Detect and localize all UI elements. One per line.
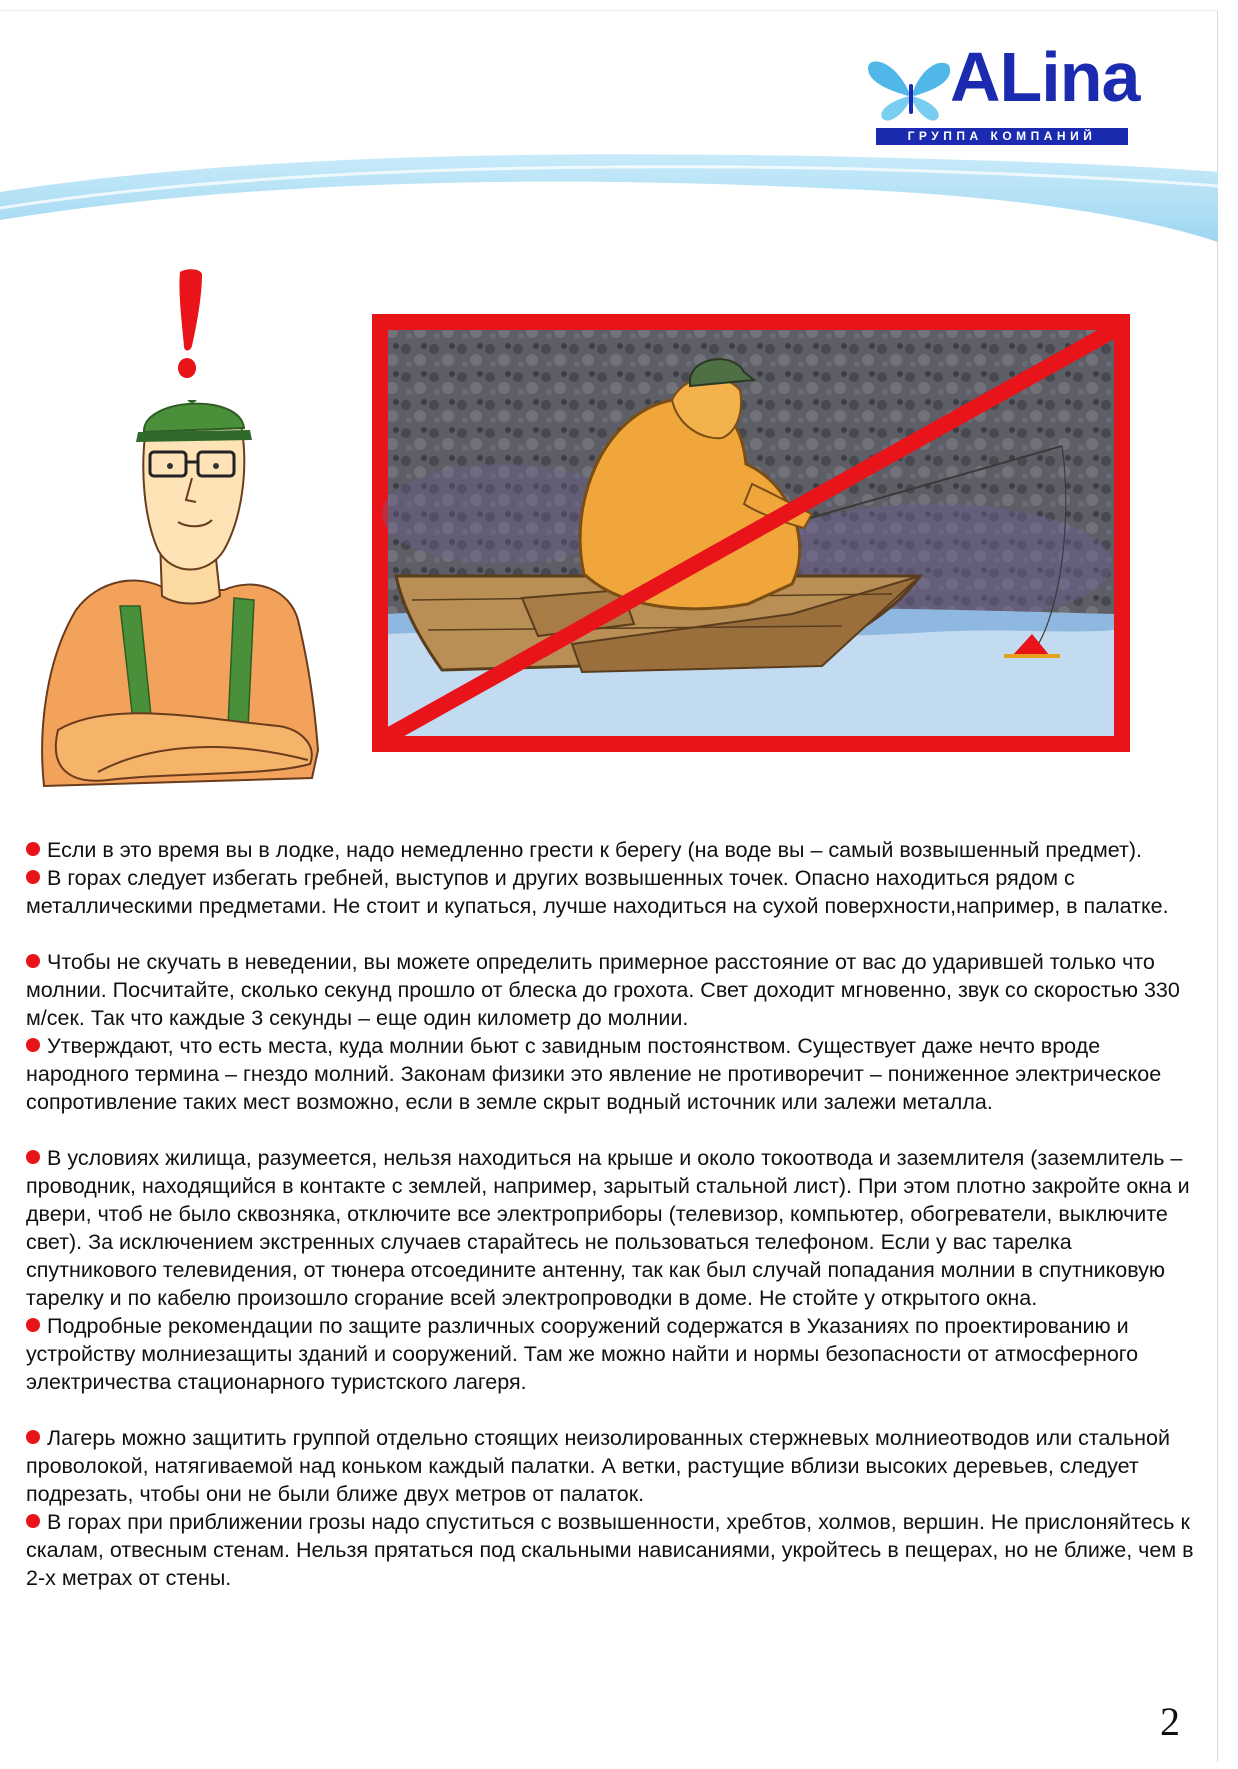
paragraph-gap — [26, 1396, 1206, 1424]
butterfly-icon — [864, 54, 956, 124]
safety-text — [26, 836, 1206, 1592]
paragraph: В горах при приближении грозы надо спуститься с возвышенности, хребтов, холмов, вершин. Не прислоняйтесь к скалам, отвесным стенам. Нельзя прятаться под скальными нависаниями, укройтесь в пещерах, но не ближе, чем в 2-х метрах от стены. — [26, 1510, 1194, 1590]
company-logo — [864, 38, 1140, 146]
paragraph: Если в это время вы в лодке, надо немедленно грести к берегу (на воде вы – самый возвышенный предмет). — [26, 836, 1206, 864]
red-dot-icon — [26, 1318, 40, 1332]
red-dot-icon — [26, 1430, 40, 1444]
page-number: 2 — [1160, 1699, 1180, 1744]
paragraph-gap — [26, 920, 1206, 948]
red-dot-icon — [26, 954, 40, 968]
prohibited-boat-scene — [372, 314, 1130, 752]
red-dot-icon — [26, 1150, 40, 1164]
logo-subtitle: ГРУППА КОМПАНИЙ — [907, 129, 1097, 143]
paragraph-gap — [26, 1116, 1206, 1144]
logo-wordmark: ALina — [950, 38, 1140, 116]
paragraph: В условиях жилища, разумеется, нельзя находиться на крыше и около токоотвода и заземлителя (заземлитель – проводник, находящийся в контакте с землей, например, зарытый стальной лист). При этом плотно закройте окна и двери, чтоб не было сквозняка, отключите все электроприборы (телевизор, компьютер, обогреватели, выключите свет). За исключением экстренных случаев старайтесь не пользоваться телефоном. Если у вас тарелка спутникового телевидения, от тюнера отсоедините антенну, так как был случай попадания молнии в спутниковую тарелку и по кабелю произошло сгорание всей электропроводки в доме. Не стойте у открытого окна. — [26, 1146, 1190, 1310]
red-dot-icon — [26, 870, 40, 884]
paragraph: Чтобы не скучать в неведении, вы можете определить примерное расстояние от вас до ударившей только что молнии. Посчитайте, сколько секунд прошло от блеска до грохота. Свет доходит мгновенно, звук со скоростью 330 м/сек. Так что каждые 3 секунды – еще один километр до молнии. — [26, 950, 1180, 1030]
header-wave — [0, 150, 1218, 260]
red-dot-icon — [26, 1514, 40, 1528]
man-with-glasses-illustration — [28, 400, 338, 790]
red-dot-icon — [26, 842, 40, 856]
paragraph: Лагерь можно защитить группой отдельно стоящих неизолированных стержневых молниеотводов или стальной проволокой, натягиваемой над коньком каждый палатки. А ветки, растущие вблизи высоких деревьев, следует подрезать, чтобы они не были ближе двух метров от палаток. — [26, 1426, 1171, 1506]
paragraph: В горах следует избегать гребней, выступов и других возвышенных точек. Опасно находиться рядом с металлическими предметами. Не стоит и купаться, лучше находиться на сухой поверхности,например, в палатке. — [26, 866, 1169, 918]
red-dot-icon — [26, 1038, 40, 1052]
paragraph: Подробные рекомендации по защите различных сооружений содержатся в Указаниях по проектированию и устройству молниезащиты зданий и сооружений. Там же можно найти и нормы безопасности от атмосферного электричества стационарного туристского лагеря. — [26, 1314, 1139, 1394]
exclamation-icon — [166, 268, 216, 386]
paragraph: Утверждают, что есть места, куда молнии бьют с завидным постоянством. Существует даже нечто вроде народного термина – гнездо молний. Законам физики это явление не противоречит – пониженное электрическое сопротивление таких мест возможно, если в земле скрыт водный источник или залежи металла. — [26, 1034, 1162, 1114]
